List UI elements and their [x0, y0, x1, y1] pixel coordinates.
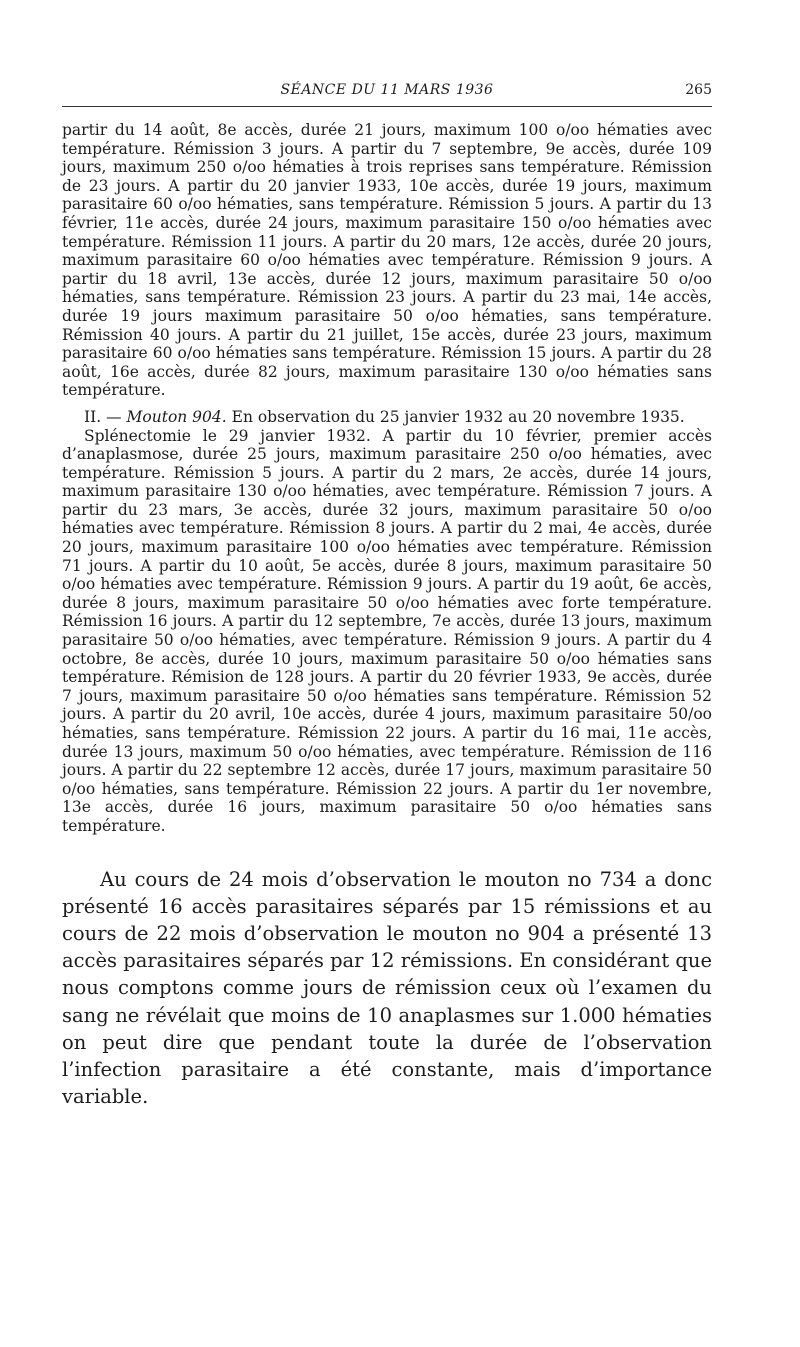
body-conclusion	[62, 866, 712, 1111]
paragraph-mouton-904: Splénectomie le 29 janvier 1932. A partir du 10 février, premier accès d’anaplasmose, durée 25 jours, maximum parasitaire 250 o/oo hématies, avec température. Rémission 5 jours. A partir du 2 mars, 2e accès, durée 14 jours, maximum parasitaire 130 o/oo hématies, avec température. Rémission 7 jours. A partir du 23 mars, 3e accès, durée 32 jours, maximum parasitaire 50 o/oo hématies avec température. Rémission 8 jours. A partir du 2 mai, 4e accès, durée 20 jours, maximum parasitaire 100 o/oo hématies avec température. Rémission 71 jours. A partir du 10 août, 5e accès, durée 8 jours, maximum parasitaire 50 o/oo hématies avec température. Rémission 9 jours. A partir du 19 août, 6e accès, durée 8 jours, maximum parasitaire 50 o/oo hématies avec forte température. Rémission 16 jours. A partir du 12 septembre, 7e accès, durée 13 jours, maximum parasitaire 50 o/oo hématies, avec température. Rémission 9 jours. A partir du 4 octobre, 8e accès, durée 10 jours, maximum parasitaire 50 o/oo hématies sans température. Rémision de 128 jours. A partir du 20 février 1933, 9e accès, durée 7 jours, maximum parasitaire 50 o/oo hématies sans température. Rémission 52 jours. A partir du 20 avril, 10e accès, durée 4 jours, maximum parasitaire 50/oo hématies, sans température. Rémission 22 jours. A partir du 16 mai, 11e accès, durée 13 jours, maximum 50 o/oo hématies, avec température. Rémission de 116 jours. A partir du 22 septembre 12 accès, durée 17 jours, maximum parasitaire 50 o/oo hématies, sans température. Rémission 22 jours. A partir du 1er novembre, 13e accès, durée 16 jours, maximum parasitaire 50 o/oo hématies sans température.	[62, 426, 712, 835]
section-italic-title: Mouton 904.	[126, 407, 227, 426]
body-small-text	[62, 121, 712, 836]
section-number: II. —	[84, 407, 127, 426]
paragraph-mouton-734-continued: partir du 14 août, 8e accès, durée 21 jours, maximum 100 o/oo hématies avec température. Rémission 3 jours. A partir du 7 septembre, 9e accès, durée 109 jours, maximum 250 o/oo hématies à trois reprises sans température. Rémission de 23 jours. A partir du 20 janvier 1933, 10e accès, durée 19 jours, maximum parasitaire 60 o/oo hématies, sans température. Rémission 5 jours. A partir du 13 février, 11e accès, durée 24 jours, maximum parasitaire 150 o/oo hématies avec température. Rémission 11 jours. A partir du 20 mars, 12e accès, durée 20 jours, maximum parasitaire 60 o/oo hématies avec température. Rémission 9 jours. A partir du 18 avril, 13e accès, durée 12 jours, maximum parasitaire 50 o/oo hématies, sans température. Rémission 23 jours. A partir du 23 mai, 14e accès, durée 19 jours maximum parasitaire 50 o/oo hématies, sans température. Rémission 40 jours. A partir du 21 juillet, 15e accès, durée 23 jours, maximum parasitaire 60 o/oo hématies sans température. Rémission 15 jours. A partir du 28 août, 16e accès, durée 82 jours, maximum parasitaire 130 o/oo hématies sans température.	[62, 121, 712, 400]
page	[62, 78, 712, 1110]
page-number: 265	[685, 82, 712, 98]
paragraph-conclusion: Au cours de 24 mois d’observation le mouton no 734 a donc présenté 16 accès parasitaires séparés par 15 rémissions et au cours de 22 mois d’observation le mouton no 904 a présenté 13 accès parasitaires séparés par 12 rémissions. En considérant que nous comptons comme jours de rémission ceux où l’examen du sang ne révélait que moins de 10 anaplasmes sur 1.000 hématies on peut dire que pendant toute la durée de l’observation l’infection parasitaire a été constante, mais d’importance variable.	[62, 867, 712, 1109]
running-title: SÉANCE DU 11 MARS 1936	[280, 82, 494, 98]
header-rule	[62, 106, 712, 107]
section-heading-rest: En observation du 25 janvier 1932 au 20 novembre 1935.	[226, 407, 685, 426]
running-head	[62, 78, 712, 106]
section-heading-mouton-904	[62, 408, 712, 427]
